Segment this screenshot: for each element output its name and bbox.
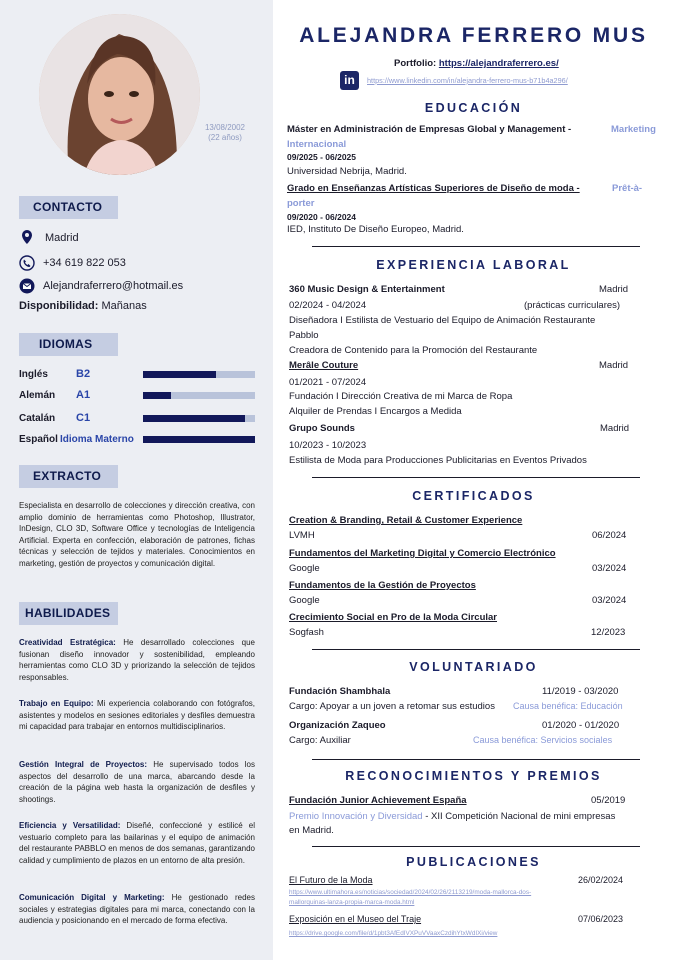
portfolio-label: Portfolio: <box>394 58 437 69</box>
certificate-issuer: Google <box>289 595 320 606</box>
profile-photo <box>39 14 200 175</box>
language-level: C1 <box>76 412 91 424</box>
publications-heading: PUBLICACIONES <box>406 855 541 869</box>
skills-heading: HABILIDADES <box>19 602 118 625</box>
language-name: Español <box>19 434 58 445</box>
education-2-dates: 09/2020 - 06/2024 <box>287 212 357 222</box>
availability-value: Mañanas <box>101 300 147 312</box>
skill-head: Creatividad Estratégica: <box>19 638 116 647</box>
portfolio <box>394 58 559 69</box>
experience-1-dates: 02/2024 - 04/2024 <box>289 300 367 311</box>
experience-3-dates: 10/2023 - 10/2023 <box>289 440 367 451</box>
skill-text: He desarrollado colecciones que fusionan diseño innovador y sostenibilidad, empleando herramientas como CLO 3D y priorizando la selección de tejidos responsables. <box>19 638 255 682</box>
publication-1-name[interactable]: El Futuro de la Moda <box>289 875 373 885</box>
award-prize: Premio Innovación y Diversidad <box>289 811 423 822</box>
certificate-date: 06/2024 <box>592 530 627 541</box>
experience-3-city: Madrid <box>600 423 630 434</box>
education-2-degree: Grado en Enseñanzas Artísticas Superiores de Diseño de moda - <box>287 183 580 194</box>
portfolio-link[interactable]: https://alejandraferrero.es/ <box>438 58 559 69</box>
certificate-date: 03/2024 <box>592 595 627 606</box>
contact-city: Madrid <box>45 232 79 244</box>
language-level: B2 <box>76 368 91 380</box>
language-name: Inglés <box>19 369 48 380</box>
experience-heading: EXPERIENCIA LABORAL <box>376 258 571 272</box>
volunteer-2-org: Organización Zaqueo <box>289 720 386 731</box>
certificates-heading: CERTIFICADOS <box>412 489 535 503</box>
award-desc-b: en Madrid. <box>289 825 334 836</box>
experience-1-line-1: Diseñadora I Estilista de Vestuario del Equipo de Animación Restaurante <box>289 315 596 326</box>
education-1-dates: 09/2025 - 06/2025 <box>287 152 357 162</box>
language-level-bar <box>143 415 255 422</box>
experience-3-company: Grupo Sounds <box>289 423 355 434</box>
divider <box>312 846 640 847</box>
experience-2-city: Madrid <box>599 360 629 371</box>
skill-item <box>19 820 255 866</box>
education-heading: EDUCACIÓN <box>424 101 523 115</box>
volunteer-2-role: Cargo: Auxiliar <box>289 735 351 746</box>
education-1-spec-a: Marketing <box>611 124 656 135</box>
volunteer-1-dates: 11/2019 - 03/2020 <box>542 686 619 697</box>
summary-heading: EXTRACTO <box>19 465 118 488</box>
publication-2-date: 07/06/2023 <box>578 914 624 924</box>
certificate-name: Crecimiento Social en Pro de la Moda Circular <box>289 612 498 623</box>
awards-heading: RECONOCIMIENTOS Y PREMIOS <box>345 769 602 783</box>
publication-1-date: 26/02/2024 <box>578 875 624 885</box>
experience-2-company: Merâle Couture <box>289 360 359 371</box>
education-2-spec-a: Prêt-à- <box>612 183 643 194</box>
divider <box>312 477 640 478</box>
experience-3-line-1: Estilista de Moda para Producciones Publicitarias en Eventos Privados <box>289 455 587 466</box>
education-1-spec-b: Internacional <box>287 139 347 150</box>
divider <box>312 246 640 247</box>
language-level-fill <box>143 371 216 378</box>
experience-1-line-3: Creadora de Contenido para la Promoción del Restaurante <box>289 345 538 356</box>
language-level: Idioma Materno <box>60 434 134 445</box>
certificate-name: Fundamentos de la Gestión de Proyectos <box>289 580 476 591</box>
certificate-name: Creation & Branding, Retail & Customer Experience <box>289 515 523 526</box>
award-desc-a: - XII Competición Nacional de mini empresas <box>425 811 616 822</box>
language-level-bar <box>143 371 255 378</box>
skill-text: Diseñé, confeccioné y estilicé el vestuario completo para las bailarinas y el equipo de animación del restaurante PABBLO en menos de dos semanas, garantizando calidad y cumplimiento de plazos en un entorno de alta presión. <box>19 821 255 865</box>
availability-label: Disponibilidad: <box>19 300 99 312</box>
certificate-issuer: Google <box>289 563 320 574</box>
languages-heading: IDIOMAS <box>19 333 118 356</box>
candidate-name: ALEJANDRA FERRERO MUS <box>299 24 648 47</box>
skill-item <box>19 759 255 805</box>
experience-1-city: Madrid <box>599 284 629 295</box>
volunteer-2-cause: Causa benéfica: Servicios sociales <box>473 735 613 745</box>
experience-2-line-1: Fundación I Dirección Creativa de mi Marca de Ropa <box>289 391 513 402</box>
language-level-fill <box>143 436 255 443</box>
divider <box>312 759 640 760</box>
certificate-date: 12/2023 <box>591 627 626 638</box>
divider <box>312 649 640 650</box>
experience-2-dates: 01/2021 - 07/2024 <box>289 377 367 388</box>
award-desc <box>289 811 615 822</box>
publication-1-link-b[interactable]: mallorquinas-lanza-propia-marca-moda.html <box>289 899 415 906</box>
skill-item <box>19 698 255 733</box>
certificate-name: Fundamentos del Marketing Digital y Comercio Electrónico <box>289 548 556 559</box>
contact-phone[interactable]: +34 619 822 053 <box>43 257 126 269</box>
publication-2-name[interactable]: Exposición en el Museo del Traje <box>289 914 422 924</box>
location-pin-icon <box>19 229 35 245</box>
language-level-bar <box>143 392 255 399</box>
volunteer-1-role: Cargo: Apoyar a un joven a retomar sus estudios <box>289 701 495 712</box>
summary-text: Especialista en desarrollo de colecciones y dirección creativa, con amplio dominio de herramientas como Photoshop, Illustrator, InDesign, CLO 3D, Software Office y tecnologías de Inteligencia Artificial. Experta en confección, elaboración de patrones, fichas técnicas y selección de tejidos y materiales. Conocimientos en marketing, gestión de proyectos y comunicación digital. <box>19 501 255 568</box>
language-name: Alemán <box>19 390 56 401</box>
language-level-fill <box>143 392 171 399</box>
volunteer-2-dates: 01/2020 - 01/2020 <box>542 720 620 731</box>
contact-email[interactable]: Alejandraferrero@hotmail.es <box>43 280 184 292</box>
skill-head: Comunicación Digital y Marketing: <box>19 893 165 902</box>
skill-head: Eficiencia y Versatilidad: <box>19 821 121 830</box>
education-1-school: Universidad Nebrija, Madrid. <box>287 166 407 177</box>
language-level-fill <box>143 415 245 422</box>
age: (22 años) <box>208 133 242 142</box>
skill-text: He gestionado redes sociales y estrategias digitales para mi marca, conectando con la audiencia y posicionando en el mercado de forma efectiva. <box>19 893 255 925</box>
certificate-date: 03/2024 <box>592 563 627 574</box>
linkedin-link[interactable]: https://www.linkedin.com/in/alejandra-ferrero-mus-b71b4a296/ <box>367 76 568 85</box>
birth-info <box>200 123 250 143</box>
volunteer-1-cause: Causa benéfica: Educación <box>513 701 623 711</box>
education-1-degree: Máster en Administración de Empresas Global y Management - <box>287 124 572 135</box>
award-org: Fundación Junior Achievement España <box>289 795 467 806</box>
contact-heading: CONTACTO <box>19 196 118 219</box>
publication-2-link-a[interactable]: https://drive.google.com/file/d/1pbt3AfEdIVXPuVVaaxCzdihYtxWdIXi/view <box>289 930 498 937</box>
education-2-school: IED, Instituto De Diseño Europeo, Madrid. <box>287 224 464 235</box>
language-name: Catalán <box>19 413 56 424</box>
skill-text: Mi experiencia colaborando con fotógrafos, asistentes y modelos en sesiones editoriales y desfiles demuestra mi capacidad para trabajar en entornos multidisciplinarios. <box>19 699 255 731</box>
availability <box>19 300 147 312</box>
publication-1-link-a[interactable]: https://www.ultimahora.es/noticias/sociedad/2024/02/26/2113219/moda-mallorca-dos- <box>289 889 532 896</box>
birth-date: 13/08/2002 <box>204 123 246 132</box>
certificate-issuer: LVMH <box>289 530 315 541</box>
language-level-bar <box>143 436 255 443</box>
language-level: A1 <box>76 389 91 401</box>
award-date: 05/2019 <box>591 795 626 806</box>
email-icon <box>19 278 35 294</box>
skill-item <box>19 637 255 683</box>
volunteer-1-org: Fundación Shambhala <box>289 686 391 697</box>
skill-head: Gestión Integral de Proyectos: <box>19 760 147 769</box>
experience-1-note: (prácticas curriculares) <box>524 300 621 311</box>
certificate-issuer: Sogfash <box>289 627 324 638</box>
linkedin-icon[interactable]: in <box>340 71 359 90</box>
skill-text: He supervisado todos los aspectos del desarrollo de una marca, abarcando desde la creación de la página web hasta la organización de desfiles y shootings. <box>19 760 256 804</box>
phone-icon <box>19 255 35 271</box>
skill-head: Trabajo en Equipo: <box>19 699 94 708</box>
education-2-spec-b: porter <box>287 198 315 209</box>
experience-2-line-2: Alquiler de Prendas I Encargos a Medida <box>289 406 462 417</box>
skill-item <box>19 892 255 927</box>
volunteer-heading: VOLUNTARIADO <box>409 660 538 674</box>
experience-1-company: 360 Music Design & Entertainment <box>289 284 445 295</box>
experience-1-line-2: Pabblo <box>289 330 319 341</box>
